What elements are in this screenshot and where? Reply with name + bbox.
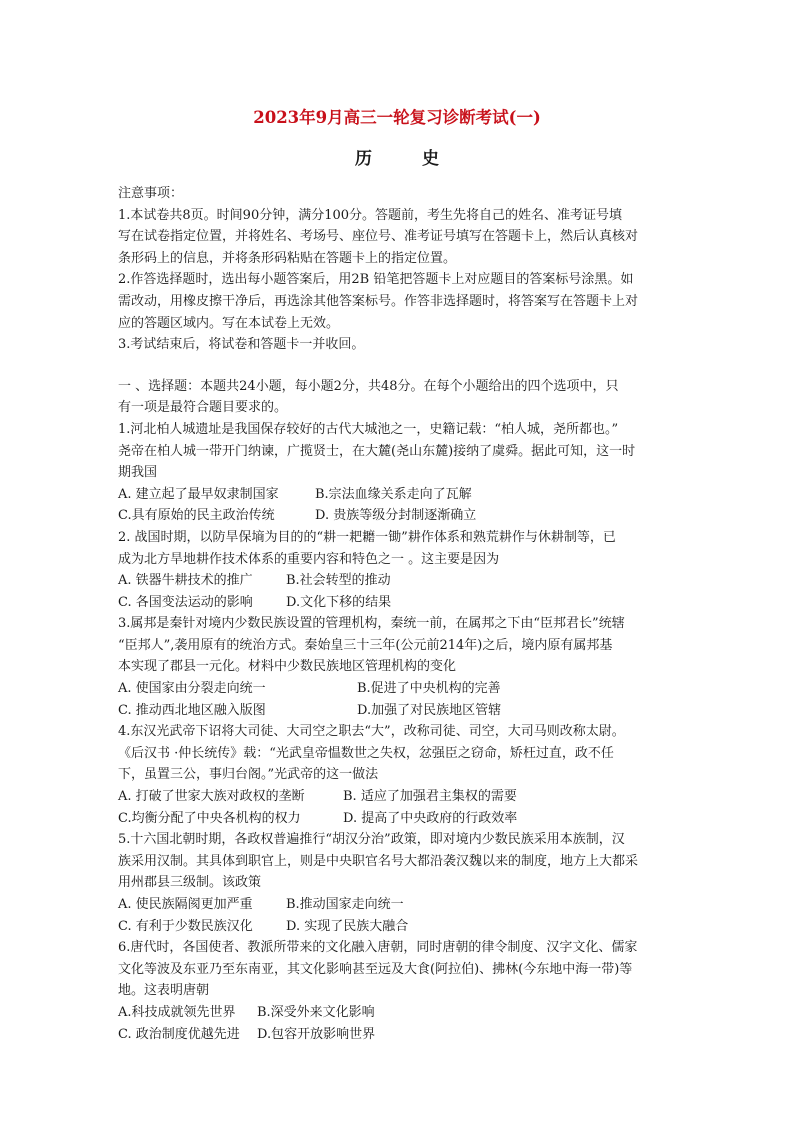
option-row — [118, 894, 683, 916]
question-stem-line: 5.十六国北朝时期，各政权普遍推行“胡汉分治”政策，即对境内少数民族采用本族制，汉 — [118, 832, 625, 848]
question-stem-line: “臣邦人”,袭用原有的统治方式。秦始皇三十三年(公元前214年)之后，境内原有属邦基 — [118, 637, 613, 653]
question-stem-line: 尧帝在柏人城一带开门纳谏，广揽贤士，在大麓(尧山东麓)接纳了虞舜。据此可知，这一时 — [118, 443, 636, 459]
option-c: C.具有原始的民主政治传统 — [118, 508, 275, 524]
question-2 — [118, 527, 683, 613]
notice-line: 应的答题区域内。写在本试卷上无效。 — [118, 315, 340, 331]
option-b: B.推动国家走向统一 — [286, 897, 404, 912]
section-instructions — [118, 376, 683, 419]
section-line: 一 、选择题：本题共24小题，每小题2分，共48分。在每个小题给出的四个选项中，只 — [118, 378, 619, 394]
option-c: C. 政治制度优越先进 — [118, 1026, 240, 1042]
option-b: B. 适应了加强君主集权的需要 — [343, 789, 517, 805]
notice-list — [118, 205, 683, 356]
option-d: D.加强了对民族地区管辖 — [357, 702, 502, 718]
question-4 — [118, 721, 683, 829]
option-a: A. 铁器牛耕技术的推广 — [118, 573, 253, 589]
question-stem-line: 3.属邦是秦针对境内少数民族设置的管理机构，秦统一前，在属邦之下由“臣邦君长”统辖 — [118, 616, 625, 632]
question-stem-line: 1.河北柏人城遗址是我国保存较好的古代大城池之一，史籍记载：“柏人城，尧所都也。” — [118, 421, 619, 437]
notice-line: 1.本试卷共8页。时间90分钟，满分100分。答题前，考生先将自己的姓名、准考证号填 — [118, 207, 623, 223]
notice-line: 条形码上的信息，并将条形码粘贴在答题卡上的指定位置。 — [118, 250, 457, 266]
question-stem-line: 文化等波及东亚乃至东南亚，其文化影响甚至远及大食(阿拉伯)、拂林(今东地中海一带)等 — [118, 961, 633, 977]
option-row — [118, 700, 683, 722]
option-b: B.宗法血缘关系走向了瓦解 — [315, 486, 472, 502]
option-c: C. 推动西北地区融入版图 — [118, 702, 266, 718]
exam-title: 2023年9月高三一轮复习诊断考试(一) — [253, 108, 541, 127]
option-row — [118, 786, 683, 808]
option-a: A. 建立起了最早奴隶制国家 — [118, 486, 279, 502]
question-stem-line: 4.东汉光武帝下诏将大司徒、大司空之职去“大”，改称司徒、司空，大司马则改称太尉。 — [118, 724, 625, 740]
notice-line: 写在试卷指定位置，并将姓名、考场号、座位号、准考证号填写在答题卡上，然后认真核对 — [118, 229, 639, 245]
question-1 — [118, 419, 683, 527]
option-row — [118, 592, 683, 614]
option-d: D. 贵族等级分封制逐渐确立 — [315, 508, 477, 524]
question-stem-line: 用州郡县三级制。该政策 — [118, 875, 262, 891]
option-row — [118, 505, 683, 527]
option-c: C.均衡分配了中央各机构的权力 — [118, 810, 301, 826]
question-stem-line: 期我国 — [118, 465, 158, 481]
question-stem-line: 地。这表明唐朝 — [118, 983, 210, 999]
notice-line: 需改动，用橡皮擦干净后，再选涂其他答案标号。作答非选择题时，将答案写在答题卡上对 — [118, 293, 639, 309]
option-d: D.包容开放影响世界 — [257, 1026, 376, 1042]
option-row — [118, 1002, 683, 1024]
question-stem-line: 下，虽置三公，事归台阁。”光武帝的这一做法 — [118, 767, 379, 783]
option-d: D. 实现了民族大融合 — [286, 918, 409, 934]
question-stem-line: 《后汉书 ·仲长统传》载：“光武皇帝愠数世之失权，忿强臣之窃命，矫枉过直，政不任 — [118, 745, 614, 761]
question-stem-line: 2. 战国时期，以防旱保墒为目的的“耕一耙耱一锄”耕作体系和熟荒耕作与休耕制等，已 — [118, 529, 616, 545]
option-a: A. 使民族隔阂更加严重 — [118, 897, 253, 912]
question-3 — [118, 613, 683, 721]
question-stem-line: 6.唐代时，各国使者、教派所带来的文化融入唐朝，同时唐朝的律令制度、汉字文化、儒家 — [118, 940, 638, 956]
option-row — [118, 1024, 683, 1046]
exam-content — [118, 183, 683, 1045]
notice-line: 3.考试结束后，将试卷和答题卡一并收回。 — [118, 337, 365, 353]
option-a: A. 打破了世家大族对政权的垄断 — [118, 789, 305, 805]
option-row — [118, 570, 683, 592]
option-b: B.深受外来文化影响 — [257, 1004, 375, 1020]
option-b: B.促进了中央机构的完善 — [357, 681, 501, 697]
option-c: C. 有利于少数民族汉化 — [118, 918, 253, 934]
question-5 — [118, 829, 683, 937]
section-line: 有一项是最符合题目要求的。 — [118, 400, 288, 416]
question-stem-line: 本实现了郡县一元化。材料中少数民族地区管理机构的变化 — [118, 659, 457, 675]
notice-line: 2.作答选择题时，选出每小题答案后，用2B 铅笔把答题卡上对应题目的答案标号涂黑。如 — [118, 272, 634, 288]
question-6 — [118, 937, 683, 1045]
spacer — [118, 356, 683, 376]
option-d: D.文化下移的结果 — [286, 594, 392, 610]
option-b: B.社会转型的推动 — [286, 573, 391, 589]
option-row — [118, 808, 683, 830]
option-c: C. 各国变法运动的影响 — [118, 594, 253, 610]
option-row — [118, 484, 683, 506]
notice-heading: 注意事项： — [118, 186, 184, 201]
question-stem-line: 成为北方旱地耕作技术体系的重要内容和特色之一 。这主要是因为 — [118, 551, 500, 567]
option-row — [118, 916, 683, 938]
question-stem-line: 族采用汉制。其具体到职官上，则是中央职官名号大都沿袭汉魏以来的制度，地方上大都采 — [118, 853, 639, 869]
option-a: A. 使国家由分裂走向统一 — [118, 681, 266, 697]
option-d: D. 提高了中央政府的行政效率 — [343, 810, 518, 826]
subject-title: 历 史 — [355, 149, 461, 169]
option-a: A.科技成就领先世界 — [118, 1004, 236, 1020]
option-row — [118, 678, 683, 700]
